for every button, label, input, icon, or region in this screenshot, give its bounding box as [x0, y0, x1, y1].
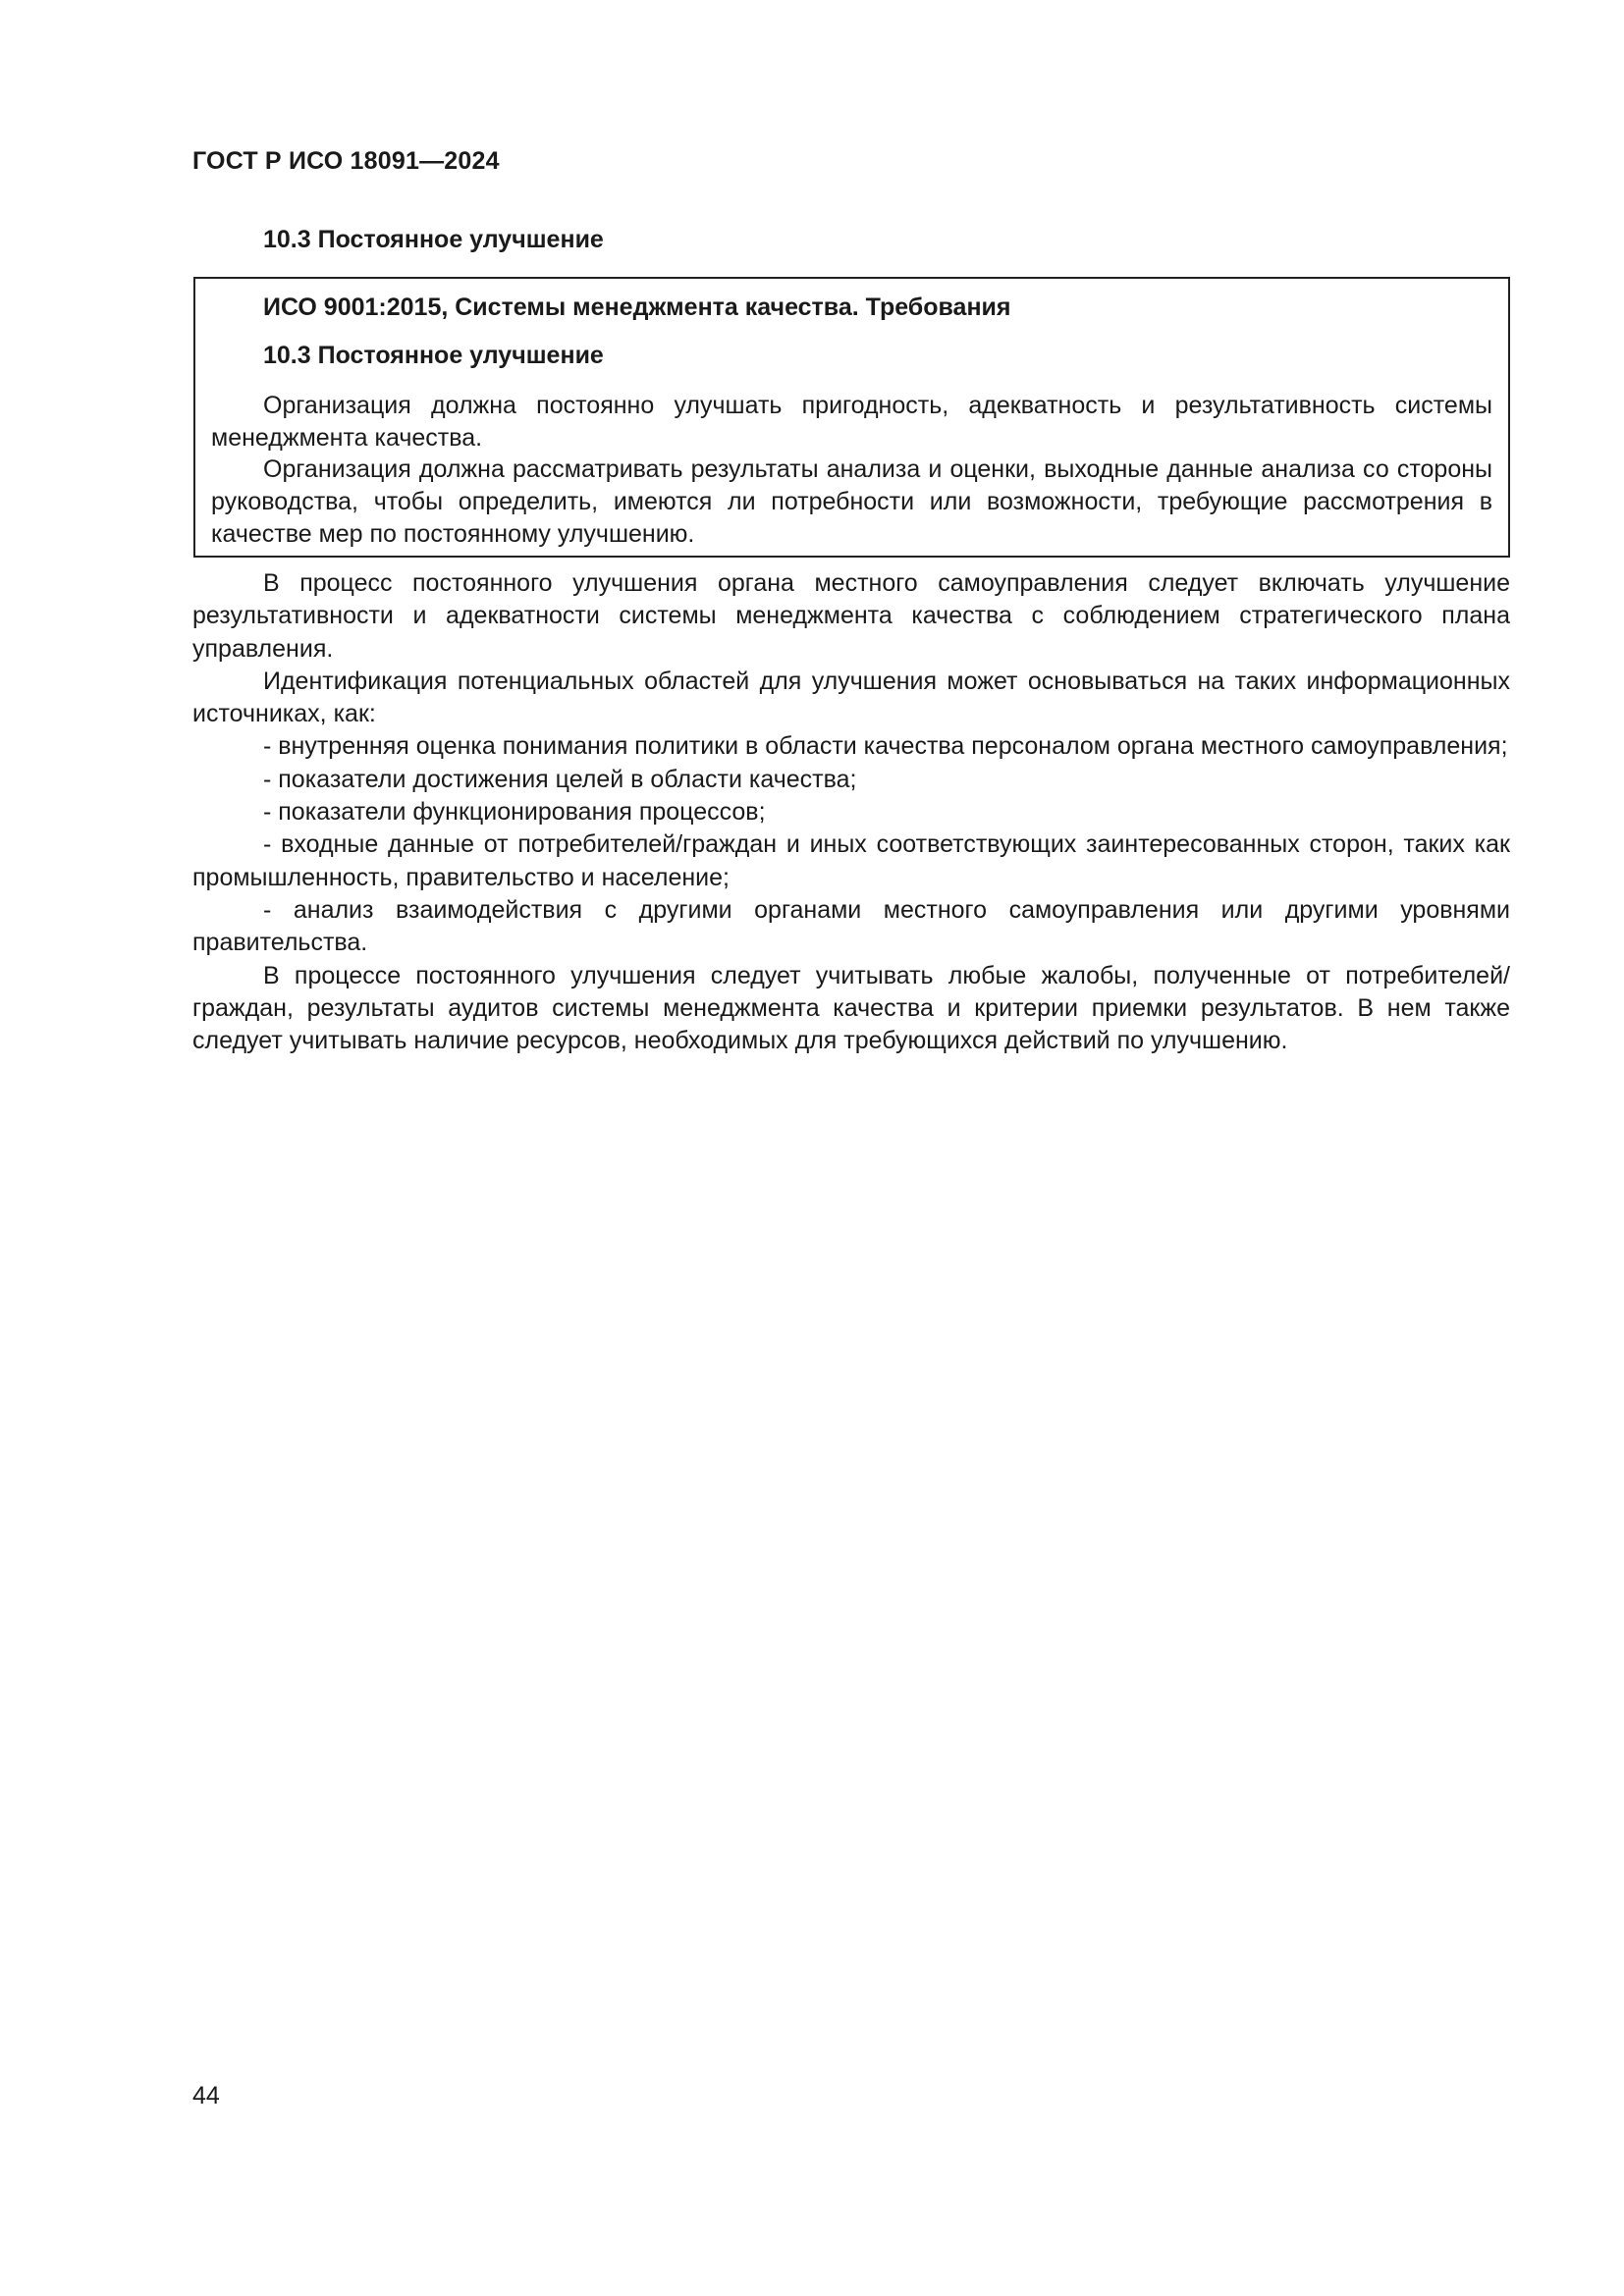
list-item: - показатели функционирования процессов;	[263, 798, 766, 827]
body-text	[192, 567, 1510, 1057]
quote-paragraph: Организация должна постоянно улучшать пригодность, адекватность и результативность системы менеджмента качества.	[211, 392, 1492, 452]
quoted-standard-box	[193, 277, 1510, 558]
document-header: ГОСТ Р ИСО 18091—2024	[192, 147, 500, 175]
list-item: - анализ взаимодействия с другими органами местного самоуправления или другими уровнями правительства.	[192, 895, 1510, 957]
list-item: - показатели достижения целей в области качества;	[263, 765, 857, 793]
quote-title: ИСО 9001:2015, Системы менеджмента качества. Требования	[263, 294, 1011, 321]
body-paragraph: В процесс постоянного улучшения органа местного самоуправления следует включать улучшение результативности и адекватности системы менеджмента качества с соблюдением стратегического плана управления.	[192, 569, 1510, 663]
section-heading: 10.3 Постоянное улучшение	[263, 226, 604, 253]
list-item: - входные данные от потребителей/граждан и иных соответствующих заинтересованных сторон, таких как промышленность, правительство и население;	[192, 830, 1510, 891]
body-paragraph: Идентификация потенциальных областей для улучшения может основываться на таких информационных источниках, как:	[192, 667, 1510, 728]
quote-subheading: 10.3 Постоянное улучшение	[263, 342, 604, 369]
quote-paragraph: Организация должна рассматривать результаты анализа и оценки, выходные данные анализа со стороны руководства, чтобы определить, имеются ли потребности или возможности, требующие рассмотрения в качестве мер по постоянному улучшению.	[211, 455, 1492, 548]
body-paragraph: В процессе постоянного улучшения следует учитывать любые жалобы, полученные от потребителей/граждан, результаты аудитов системы менеджмента качества и критерии приемки результатов. В нем также следует учитывать наличие ресурсов, необходимых для требующихся действий по улучшению.	[192, 961, 1510, 1055]
list-item: - внутренняя оценка понимания политики в области качества персоналом органа местного самоуправления;	[263, 732, 1508, 761]
page-number: 44	[192, 2082, 220, 2109]
